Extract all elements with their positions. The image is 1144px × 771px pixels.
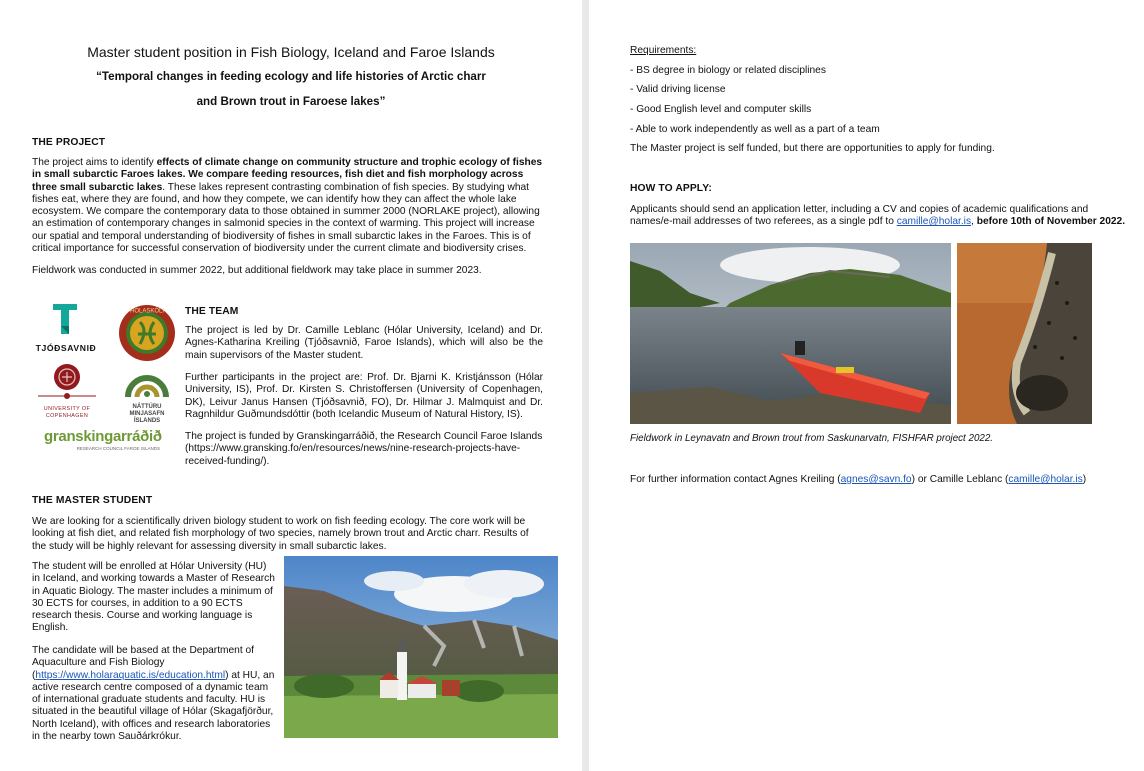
leynavatn-lake-photo [630,243,951,424]
photo-caption: Fieldwork in Leynavatn and Brown trout from Saskunarvatn, FISHFAR project 2022. [630,433,994,444]
copenhagen-logo: UNIVERSITY OF COPENHAGEN [34,363,100,425]
requirements-heading: Requirements: [630,45,697,56]
fieldwork-paragraph: Fieldwork was conducted in summer 2022, but additional fieldwork may take place in summer 2023. [32,265,482,276]
holar-seal-icon [118,304,176,362]
apply-paragraph: Applicants should send an application letter, including a CV and copies of academic qualifications and names/e-mail addresses of two referees, as a single pdf to camille@holar.is, before 10th of November 2022. [630,204,1126,228]
page-2 [589,0,1144,771]
student-paragraph-3: The candidate will be based at the Department of Aquaculture and Fish Biology (https://www.holaraquatic.is/education.html) at HU, an active research centre composed of a dynamic team of international graduate students and faculty. HU is situated in the beautiful village of Hólar (Skagafjörður, North Iceland), with offices and research laboratories in the nearby town Sauðárkrókur. [32,645,275,743]
copenhagen-seal-icon [34,363,100,401]
team-paragraph-2: Further participants in the project are: Prof. Dr. Bjarni K. Kristjánsson (Hólar University, IS), Prof. Dr. Kirsten S. Christoffersen (University of Copenhagen, DK), Leivur Janus Hansen (Tjóðsavnið, FO), Dr. Hilmar J. Malmquist and Dr. Ragnhildur Guðmundsdóttir (both Icelandic Museum of Natural History, IS). [185,372,543,420]
natturuminjasafn-arch-icon [122,369,172,399]
document-title: Master student position in Fish Biology, Iceland and Faroe Islands [87,44,495,60]
how-to-apply-heading: HOW TO APPLY: [630,183,712,194]
natturuminjasafn-logo: NÁTTÚRU MINJASAFN ÍSLANDS [122,369,172,427]
team-heading: THE TEAM [185,306,239,317]
project-paragraph: The project aims to identify effects of climate change on community structure and trophic ecology of fishes in small subarctic Faroes lakes. We compare feeding resources, fish diet and fish morphology across three small subarctic lakes. These lakes represent contrasting combination of fish species. By studying what fishes eat, where they are found, and how they compete, we can identify how they can affect the whole lake ecosystem. We compare the contemporary data to those obtained in summer 2000 (NORLAKE project), allowing an estimation of contemporary changes in salmonid species in the context of warming. This project will increase our spatial and temporal understanding of biodiversity of fishes in small subarctic lakes in the Faroes. This is of critical importance for successful conservation of biodiversity under the current climate and biodiversity crises. [32,157,543,255]
requirement-item: - Able to work independently as well as a part of a team [630,124,880,135]
subtitle-line-1: “Temporal changes in feeding ecology and life histories of Arctic charr [96,70,486,83]
apply-email-link[interactable]: camille@holar.is [896,216,972,228]
team-paragraph-1: The project is led by Dr. Camille Leblanc (Hólar University, Iceland) and Dr. Agnes-Katharina Kreiling (Tjóðsavnið, Faroe Islands), which will also be the main supervisors of the Master student. [185,325,543,361]
agnes-email-link[interactable]: agnes@savn.fo [840,474,912,485]
student-paragraph-1: We are looking for a scientifically driven biology student to work on fish feeding ecology. The core work will be looking at fish diet, and related fish morphology of two species, namely brown trout and Arctic charr. Results of the study will be highly relevant for assessing diversity in small subarctic lakes. [32,516,529,552]
subtitle-line-2: and Brown trout in Faroese lakes” [196,95,386,108]
contact-paragraph: For further information contact Agnes Kreiling (agnes@savn.fo) or Camille Leblanc (camille@holar.is) [630,474,1087,485]
camille-email-link[interactable]: camille@holar.is [1008,474,1083,485]
svg-text:HÓLASKÓLI: HÓLASKÓLI [129,308,165,315]
brown-trout-photo [957,243,1092,424]
requirement-item: - BS degree in biology or related disciplines [630,65,826,76]
team-paragraph-3: The project is funded by Granskingarráðið, the Research Council Faroe Islands (https://www.gransking.fo/en/resources/news/nine-research-projects-have-received-funding/). [185,431,543,467]
requirement-item: - Valid driving license [630,84,726,95]
funding-note: The Master project is self funded, but there are opportunities to apply for funding. [630,143,995,154]
student-heading: THE MASTER STUDENT [32,495,153,506]
tjodsavnid-logo: TJÓÐSAVNIÐ [30,304,102,356]
holar-village-photo [284,556,558,738]
holar-university-logo [118,304,176,362]
requirement-item: - Good English level and computer skills [630,104,812,115]
tjodsavnid-emblem-icon [30,304,102,338]
project-heading: THE PROJECT [32,137,106,148]
holaraquatic-link[interactable]: https://www.holaraquatic.is/education.html [35,669,226,681]
student-paragraph-2: The student will be enrolled at Hólar University (HU) in Iceland, and working towards a Master of Research in Aquatic Biology. The master includes a minimum of 30 ECTS for courses, in addition to a 90 ECTS research thesis. Course and working language is English. [32,561,275,634]
granskingarradid-logo: granskingarráðið RESEARCH COUNCIL FAROE ISLANDS [44,428,162,451]
